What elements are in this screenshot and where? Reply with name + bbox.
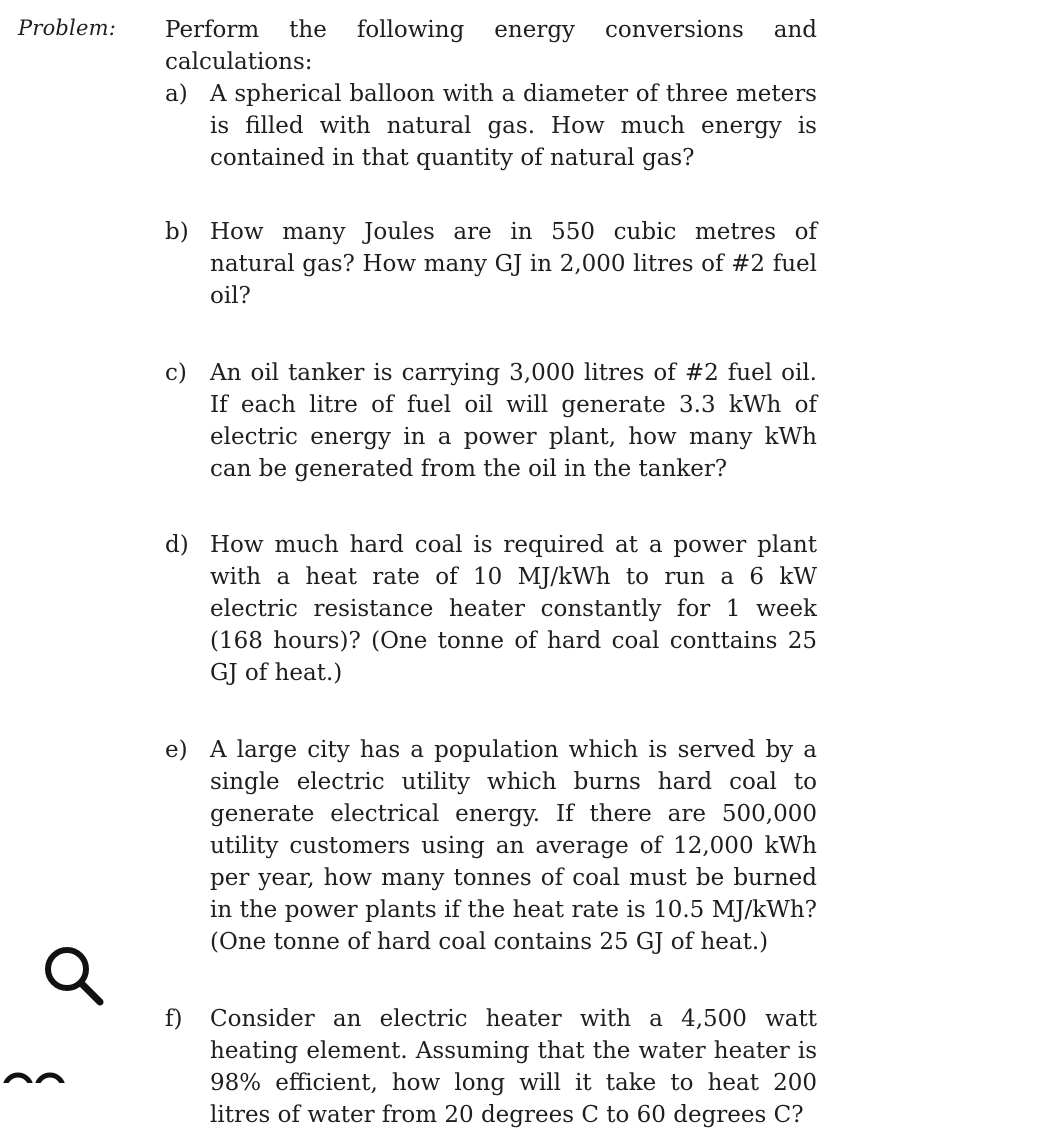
search-icon[interactable] <box>40 942 108 1010</box>
problem-parts <box>165 78 817 1131</box>
part-e-letter: e) <box>165 737 188 763</box>
part-d-text: How much hard coal is required at a power plant with a heat rate of 10 MJ/kWh to run a 6 kW electric resistance heater constantly for 1 week (168 hours)? (One tonne of hard coal conttains 25 GJ of heat.) <box>210 532 817 686</box>
partial-icon <box>0 1068 80 1083</box>
part-b <box>165 216 817 312</box>
part-e <box>165 734 817 958</box>
part-a-text: A spherical balloon with a diameter of three meters is filled with natural gas. How much energy is contained in that quantity of natural gas? <box>210 81 817 171</box>
part-c-text: An oil tanker is carrying 3,000 litres of #2 fuel oil. If each litre of fuel oil will generate 3.3 kWh of electric energy in a power plant, how many kWh can be generated from the oil in the tanker? <box>210 360 817 482</box>
problem-content <box>165 14 817 1131</box>
part-f-text: Consider an electric heater with a 4,500 watt heating element. Assuming that the water heater is 98% efficient, how long will it take to heat 200 litres of water from 20 degrees C to 60 degrees C? <box>210 1006 817 1128</box>
part-f-letter: f) <box>165 1006 183 1032</box>
part-b-text: How many Joules are in 550 cubic metres of natural gas? How many GJ in 2,000 litres of #2 fuel oil? <box>210 219 817 309</box>
problem-label: Problem: <box>18 16 116 40</box>
part-c <box>165 357 817 485</box>
problem-intro: Perform the following energy conversions and calculations: <box>165 17 817 75</box>
part-f <box>165 1003 817 1131</box>
part-a-letter: a) <box>165 81 188 107</box>
part-b-letter: b) <box>165 219 189 245</box>
part-d <box>165 529 817 689</box>
part-c-letter: c) <box>165 360 187 386</box>
part-d-letter: d) <box>165 532 189 558</box>
part-e-text: A large city has a population which is served by a single electric utility which burns hard coal to generate electrical energy. If there are 500,000 utility customers using an average of 12,000 kWh per year, how many tonnes of coal must be burned in the power plants if the heat rate is 10.5 MJ/kWh? (One tonne of hard coal contains 25 GJ of heat.) <box>210 737 817 955</box>
part-a <box>165 78 817 174</box>
